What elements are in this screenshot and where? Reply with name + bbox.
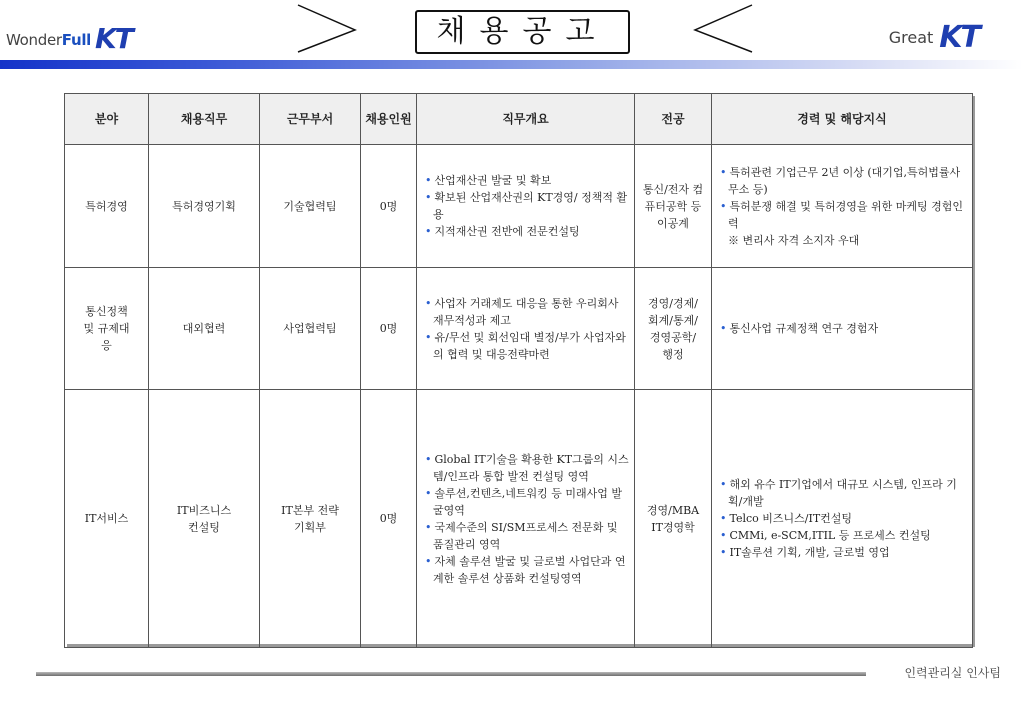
experience-item: • IT솔루션 기획, 개발, 글로벌 영업 <box>718 544 968 561</box>
cell-overview <box>417 268 635 390</box>
cell-major: 경영/경제/ 회계/통계/ 경영공학/ 행정 <box>635 268 712 390</box>
cell-job: IT비즈니스 컨설팅 <box>149 390 260 648</box>
footer-divider <box>36 672 866 676</box>
header-gradient-bar <box>0 60 1023 69</box>
overview-item: • 유/무선 및 회선임대 별정/부가 사업자와의 협력 및 대응전략마련 <box>423 329 630 363</box>
cell-count: 0명 <box>361 145 417 268</box>
cell-dept: 사업협력팀 <box>260 268 361 390</box>
recruitment-table <box>64 93 973 648</box>
col-header-major: 전공 <box>635 94 712 145</box>
brand-left-prefix: Wonder <box>6 31 62 49</box>
experience-item: • 통신사업 규제정책 연구 경험자 <box>718 320 968 337</box>
overview-item: • 확보된 산업재산권의 KT경영/ 정책적 활용 <box>423 189 630 223</box>
col-header-experience: 경력 및 해당지식 <box>712 94 973 145</box>
experience-item: • CMMi, e-SCM,ITIL 등 프로세스 컨설팅 <box>718 527 968 544</box>
table-header-row <box>65 94 973 145</box>
cell-field: 특허경영 <box>65 145 149 268</box>
cell-count: 0명 <box>361 390 417 648</box>
brand-left-bold: Full <box>61 31 92 49</box>
footer-department: 인력관리실 인사팀 <box>904 666 1001 680</box>
col-header-job: 채용직무 <box>149 94 260 145</box>
experience-note: ※ 변리사 자격 소지자 우대 <box>728 233 860 247</box>
overview-item: • 솔루션,컨텐츠,네트워킹 등 미래사업 발굴영역 <box>423 485 630 519</box>
experience-item: • 특허분쟁 해결 및 특허경영을 위한 마케팅 경험인력 <box>718 198 968 232</box>
cell-field: 통신정책 및 규제대응 <box>65 268 149 390</box>
overview-item: • 산업재산권 발굴 및 확보 <box>423 172 630 189</box>
cell-field: IT서비스 <box>65 390 149 648</box>
table-row <box>65 268 973 390</box>
overview-item: • 사업자 거래제도 대응을 통한 우리회사 재무적성과 제고 <box>423 295 630 329</box>
experience-item: • Telco 비즈니스/IT컨설팅 <box>718 510 968 527</box>
overview-item: • 국제수준의 SI/SM프로세스 전문화 및 품질관리 영역 <box>423 519 630 553</box>
cell-overview <box>417 145 635 268</box>
cell-dept: IT본부 전략기획부 <box>260 390 361 648</box>
overview-item: • Global IT기술을 확용한 KT그룹의 시스템/인프라 통합 발전 컨설팅 영역 <box>423 451 630 485</box>
col-header-field: 분야 <box>65 94 149 145</box>
cell-experience <box>712 268 973 390</box>
overview-item: • 지적재산권 전반에 전문컨설팅 <box>423 223 630 240</box>
cell-experience <box>712 145 973 268</box>
col-header-count: 채용인원 <box>361 94 417 145</box>
kt-logo-left: KT <box>95 22 132 55</box>
brand-left-logo <box>6 22 132 55</box>
experience-item: • 해외 유수 IT기업에서 대규모 시스템, 인프라 기획/개발 <box>718 476 968 510</box>
cell-experience <box>712 390 973 648</box>
cell-major: 통신/전자 컴퓨터공학 등 이공계 <box>635 145 712 268</box>
cell-overview <box>417 390 635 648</box>
kt-logo-right: KT <box>939 20 979 55</box>
table-row <box>65 145 973 268</box>
table-row <box>65 390 973 648</box>
brand-right-logo <box>889 20 979 55</box>
cell-count: 0명 <box>361 268 417 390</box>
cell-major: 경영/MBA IT경영학 <box>635 390 712 648</box>
brand-right-prefix: Great <box>888 28 934 47</box>
recruitment-table-wrapper <box>64 93 972 644</box>
cell-job: 대외협력 <box>149 268 260 390</box>
experience-item: • 특허관련 기업근무 2년 이상 (대기업,특허법률사무소 등) <box>718 164 968 198</box>
col-header-dept: 근무부서 <box>260 94 361 145</box>
cell-job: 특허경영기획 <box>149 145 260 268</box>
cell-dept: 기술협력팀 <box>260 145 361 268</box>
page-title: 채용공고 <box>415 10 630 54</box>
overview-item: • 자체 솔루션 발굴 및 글로벌 사업단과 연계한 솔루션 상품화 컨설팅영역 <box>423 553 630 587</box>
col-header-overview: 직무개요 <box>417 94 635 145</box>
